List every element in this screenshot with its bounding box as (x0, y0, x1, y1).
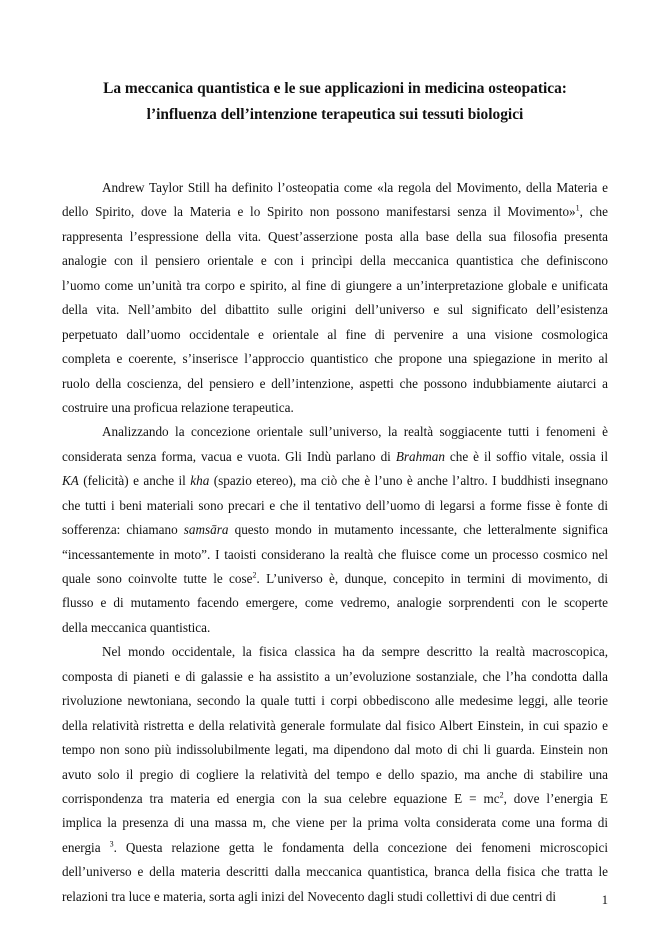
text-run: dello Spirito, dove la Materia e lo Spirito non possono manifestarsi senza il Movimento» (62, 204, 576, 220)
text-run: completa e coerente, s’inserisce l’approccio quantistico che propone una spiegazione in merito al (62, 351, 608, 367)
text-line (62, 763, 608, 787)
footnote-marker: 3 (109, 839, 114, 849)
text-run: (spazio etereo), ma ciò che è l’uno è anche l’altro. I buddhisti insegnano (209, 473, 608, 489)
text-line (62, 518, 608, 542)
text-run: quale sono coinvolte tutte le cose (62, 571, 253, 586)
text-line (62, 469, 608, 493)
text-line (62, 176, 608, 200)
text-line (62, 811, 608, 835)
text-line (62, 836, 608, 860)
title-line-2: l’influenza dell’intenzione terapeutica sui tessuti biologici (146, 106, 524, 123)
text-run: che tutti i beni materiali sono precari e che il tentativo dell’uomo di legarsi a forme fisse è fonte di (62, 497, 608, 513)
text-line (62, 298, 608, 322)
text-run: considerata senza forma, vacua e vuota. Gli Indù parlano di (62, 448, 396, 464)
text-line (62, 249, 608, 273)
text-line (62, 860, 608, 884)
text-run: questo mondo in mutamento incessante, che letteralmente significa (228, 522, 608, 538)
text-line (62, 714, 608, 738)
text-run: . L’universo è, dunque, concepito in termini di movimento, di (256, 571, 608, 586)
text-run: dell’universo e della materia descritti dalla meccanica quantistica, branca della fisica che tratta le (62, 864, 608, 880)
text-run: avuto solo il pregio di cogliere la relatività del tempo e dello spazio, ma anche di stabilire una (62, 766, 608, 782)
text-line (62, 616, 608, 640)
paragraph-2 (62, 420, 608, 640)
text-line (62, 445, 608, 469)
text-run: (felicità) e anche il (78, 473, 191, 489)
paragraph-3 (62, 640, 608, 909)
page-number: 1 (601, 893, 608, 907)
text-run: Nel mondo occidentale, la fisica classica ha da sempre descritto la realtà macroscopica, (102, 644, 608, 660)
text-run: Andrew Taylor Still ha definito l’osteopatia come «la regola del Movimento, della Materia e (102, 180, 608, 195)
text-run: composta di pianeti e di galassie e ha assistito a un’evoluzione sostanziale, che l’ha condotta dalla (62, 668, 608, 684)
text-line (62, 200, 608, 224)
italic-term: kha (190, 473, 210, 489)
text-run: implica la presenza di una massa m, che viene per la prima volta considerata come una forma di (62, 815, 608, 831)
text-line (62, 396, 608, 420)
paragraph-1 (62, 176, 608, 420)
text-run: “incessantemente in moto”. I taoisti considerano la realtà che fluisce come un processo cosmico nel (62, 546, 608, 562)
text-run: rivoluzione newtoniana, secondo la quale tutti i corpi obbediscono alle medesime leggi, alle teorie (62, 693, 608, 709)
text-line (62, 494, 608, 518)
text-line (62, 372, 608, 396)
italic-term: Brahman (395, 448, 445, 464)
document-title (60, 76, 610, 128)
text-line (62, 274, 608, 298)
document-body (62, 176, 608, 909)
text-line (62, 787, 608, 811)
text-line (62, 665, 608, 689)
title-line-1: La meccanica quantistica e le sue applicazioni in medicina osteopatica: (103, 80, 567, 97)
footnote-marker: 2 (499, 790, 504, 800)
text-line (62, 543, 608, 567)
text-run: costruire una proficua relazione terapeutica. (62, 399, 294, 415)
text-line (62, 640, 608, 664)
text-run: , dove l’energia E (503, 790, 608, 806)
footnote-marker: 2 (252, 570, 257, 580)
footnote-marker: 1 (575, 204, 580, 214)
text-run: della vita. Nell’ambito del dibattito sulle origini dell’universo e sul significato dell’esistenza (62, 302, 608, 318)
text-line (62, 738, 608, 762)
text-line (62, 567, 608, 591)
text-run: ruolo della coscienza, del pensiero e dell’intenzione, aspetti che possono indubbiamente aiutarci a (62, 375, 608, 391)
text-run: tempo non sono più indissolubilmente legati, ma dipendono dal moto di chi li guarda. Einstein non (62, 742, 608, 758)
text-run: flusso e di mutamento facendo emergere, come vedremo, analogie sorprendenti con le scoperte (62, 595, 608, 611)
text-run: perpetuato dall’uomo occidentale e orientale al fine di pervenire a una visione cosmologica (62, 326, 608, 342)
text-line (62, 689, 608, 713)
text-run: analogie con il pensiero orientale e con i princìpi della meccanica quantistica che definiscono (62, 253, 608, 269)
text-run: corrispondenza tra materia ed energia con la sua celebre equazione E = mc (62, 790, 500, 806)
text-run: . Questa relazione getta le fondamenta della concezione dei fenomeni microscopici (113, 839, 608, 855)
text-run: sofferenza: chiamano (62, 522, 184, 538)
text-line (62, 323, 608, 347)
text-run: della relatività ristretta e della relatività generale formulate dal fisico Albert Einstein, in cui spazio e (62, 717, 608, 733)
italic-term: samsāra (183, 522, 229, 538)
text-run: energia (62, 839, 110, 855)
text-run: che è il soffio vitale, ossia il (444, 448, 608, 464)
text-line (62, 420, 608, 444)
text-line (62, 347, 608, 371)
text-run: della meccanica quantistica. (62, 619, 211, 635)
text-line (62, 885, 608, 909)
text-run: Analizzando la concezione orientale sull’universo, la realtà soggiacente tutti i fenomeni è (102, 424, 608, 440)
text-run: rappresenta l’espressione della vita. Quest’asserzione posta alla base della sua filosofia presenta (62, 228, 608, 244)
text-run: , che (579, 204, 608, 220)
text-line (62, 225, 608, 249)
text-run: l’uomo come un’unità tra corpo e spirito, al fine di giungere a un’interpretazione globale e unificata (62, 277, 608, 293)
italic-term: KA (62, 473, 79, 489)
text-line (62, 591, 608, 615)
text-run: relazioni tra luce e materia, sorta agli inizi del Novecento dagli studi collettivi di due centri di (62, 888, 556, 904)
